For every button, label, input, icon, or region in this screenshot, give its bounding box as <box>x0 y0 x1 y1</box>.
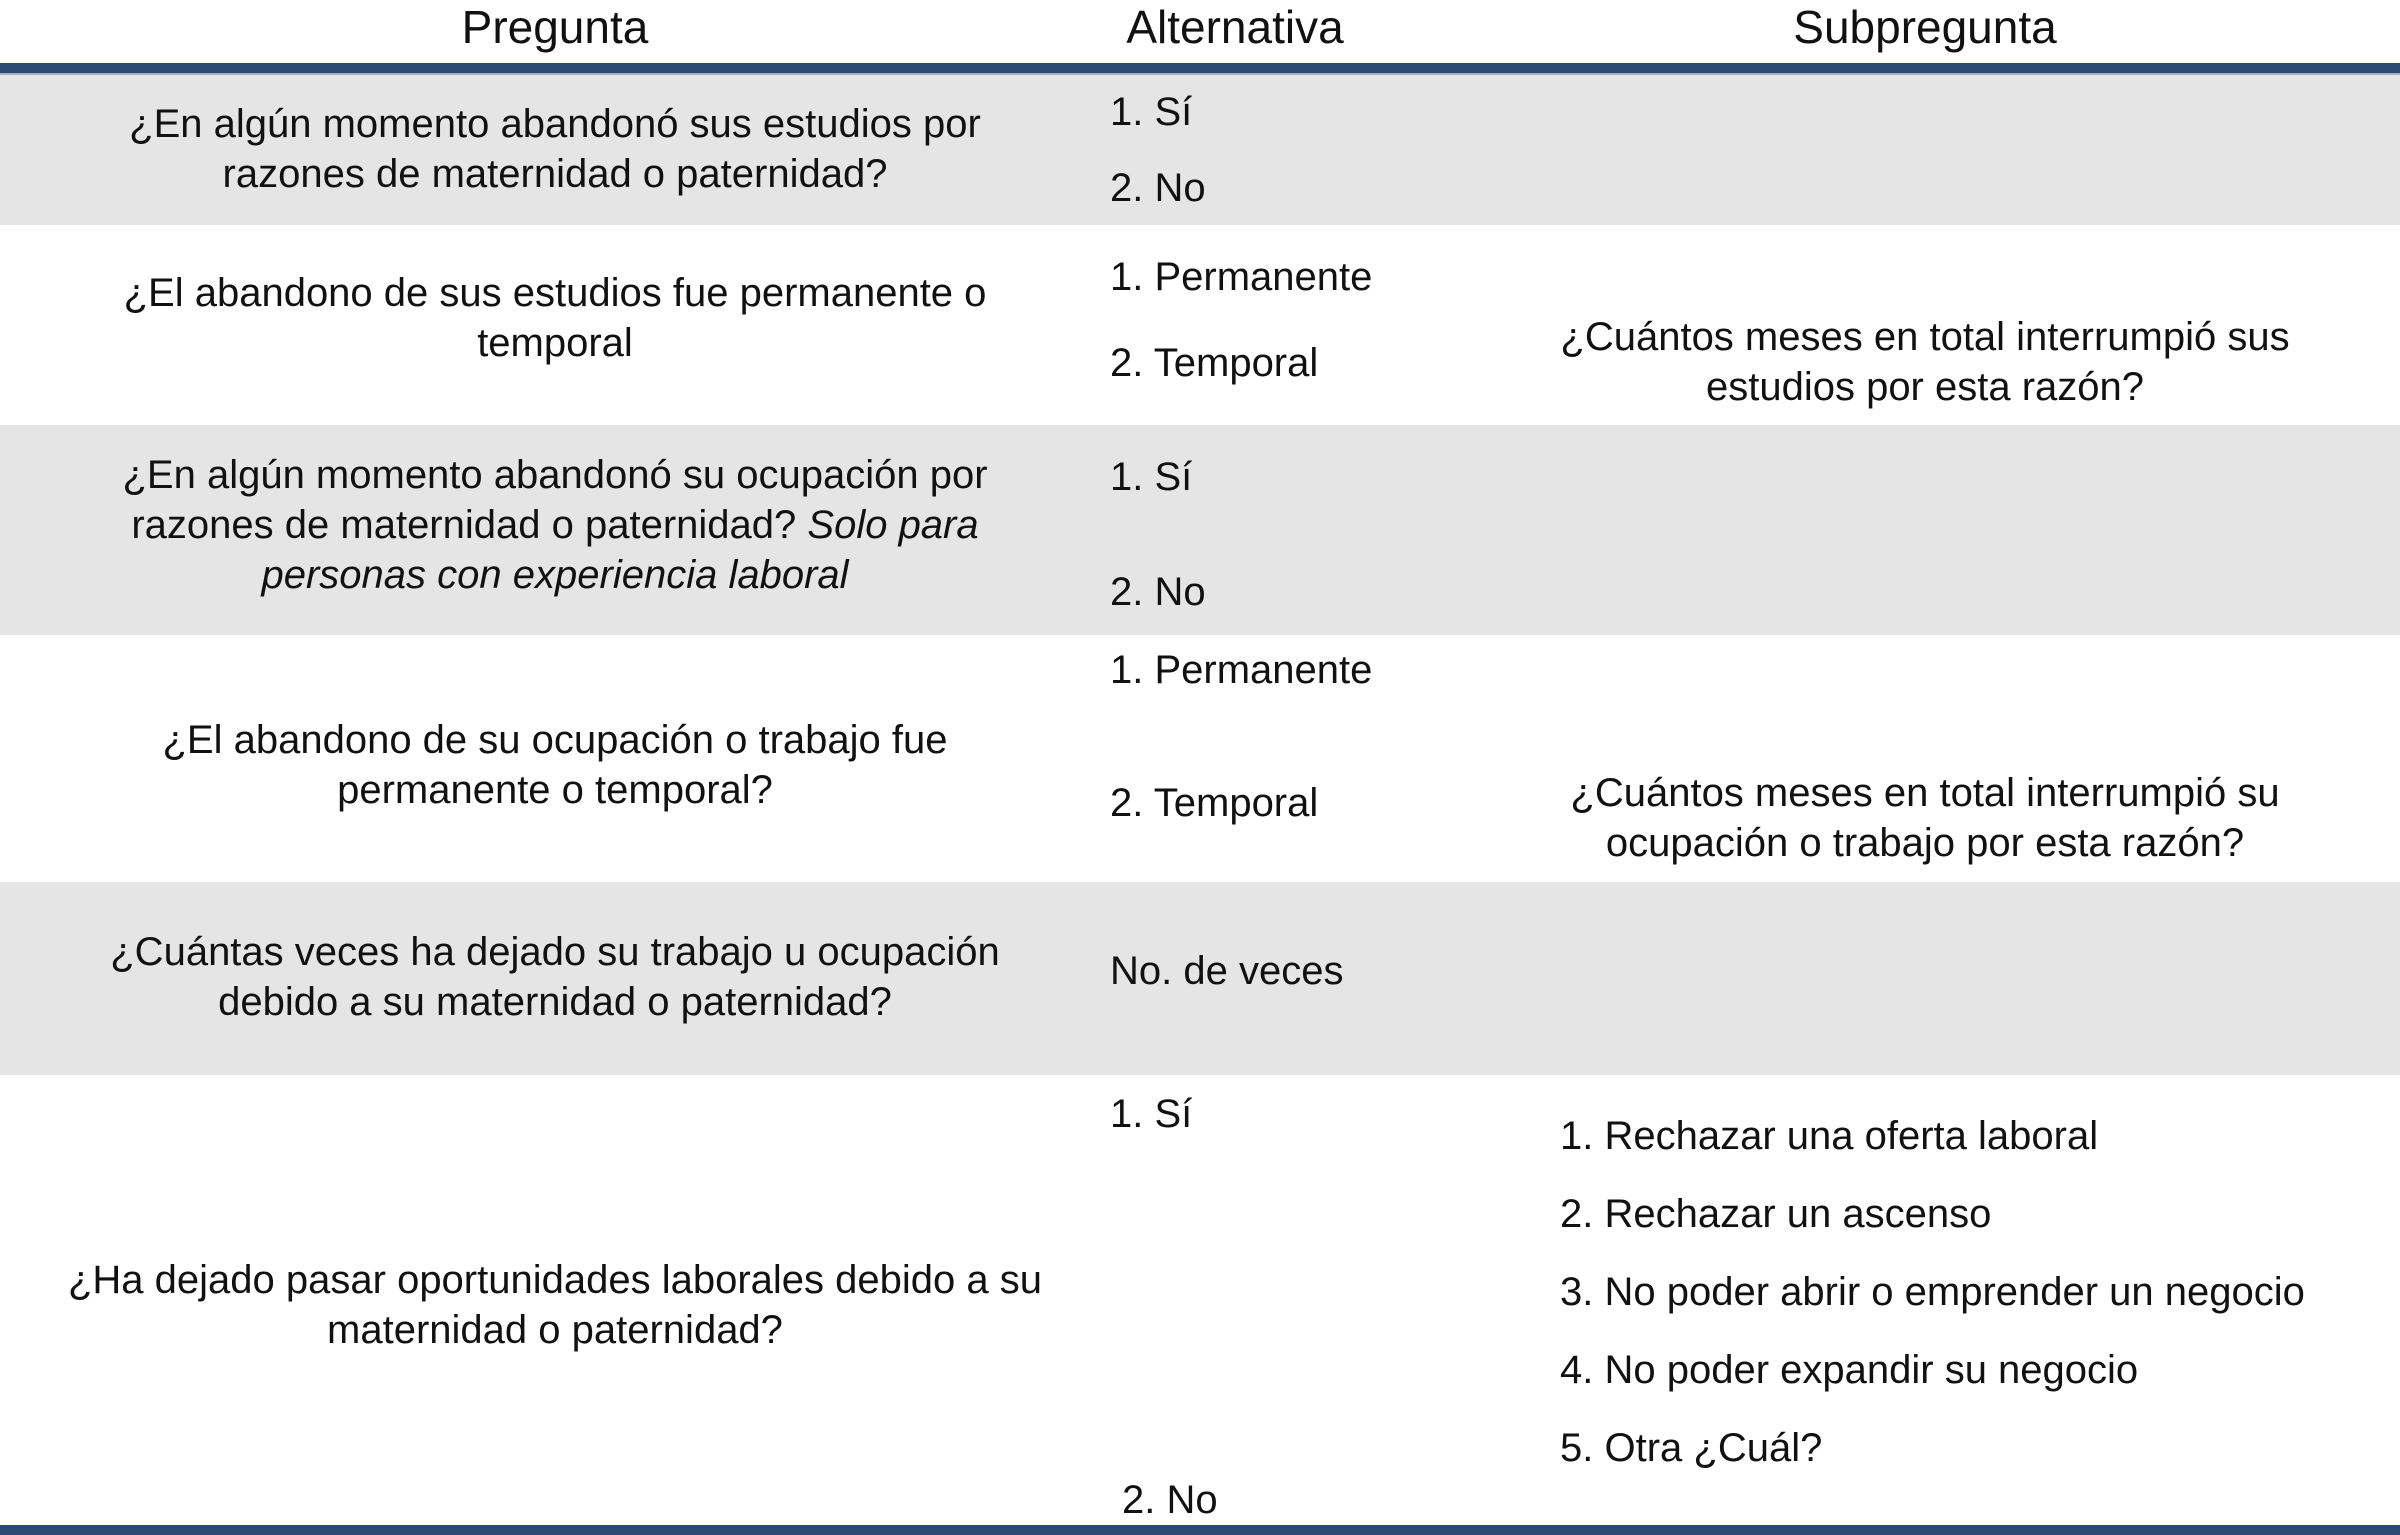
alternative-option: 2. Temporal <box>1110 781 1319 825</box>
alternative-option: 1. Permanente <box>1110 255 1373 299</box>
question-text: ¿Ha dejado pasar oportunidades laborales debido a su maternidad o paternidad? <box>67 1258 1042 1352</box>
question-text: ¿El abandono de sus estudios fue permanente o temporal <box>123 271 987 365</box>
header-rule <box>0 63 2400 75</box>
alternative-option: No. de veces <box>1110 949 1344 993</box>
suboption-item: 4. No poder expandir su negocio <box>1560 1348 2139 1392</box>
table-header <box>0 0 2400 64</box>
suboption-item: 3. No poder abrir o emprender un negocio <box>1560 1270 2305 1314</box>
question-note: Solo para personas con experiencia laboral <box>261 503 979 597</box>
alternative-option: 1. Permanente <box>1110 648 1373 692</box>
suboption-item: 1. Rechazar una oferta laboral <box>1560 1114 2099 1158</box>
question-text: ¿Cuántas veces ha dejado su trabajo u ocupación debido a su maternidad o paternidad? <box>110 930 1000 1024</box>
table-row <box>0 882 2400 1075</box>
footer-rule <box>0 1525 2400 1535</box>
alternative-option: 1. Sí <box>1110 1092 1193 1136</box>
table-row <box>0 75 2400 225</box>
question-text: ¿En algún momento abandonó su ocupación por razones de maternidad o paternidad? Solo para personas con experiencia laboral <box>122 453 988 597</box>
alternative-option: 2. No <box>1122 1478 1218 1522</box>
table-row <box>0 225 2400 425</box>
header-alternativa: Alternativa <box>1126 1 1344 53</box>
alternative-option: 2. Temporal <box>1110 341 1319 385</box>
question-text: ¿En algún momento abandonó sus estudios por razones de maternidad o paternidad? <box>129 102 981 196</box>
alternative-option: 1. Sí <box>1110 90 1193 134</box>
header-pregunta: Pregunta <box>461 1 649 53</box>
suboption-item: 2. Rechazar un ascenso <box>1560 1192 1992 1236</box>
alternative-option: 2. No <box>1110 166 1206 210</box>
question-text: ¿El abandono de su ocupación o trabajo fue permanente o temporal? <box>162 718 948 812</box>
table-row <box>0 635 2400 882</box>
table-row <box>0 425 2400 635</box>
subquestion-text: ¿Cuántos meses en total interrumpió su ocupación o trabajo por esta razón? <box>1570 771 2280 865</box>
alternative-option: 2. No <box>1110 570 1206 614</box>
suboption-item: 5. Otra ¿Cuál? <box>1560 1426 1823 1470</box>
subquestion-text: ¿Cuántos meses en total interrumpió sus estudios por esta razón? <box>1560 315 2290 409</box>
table-row <box>0 1075 2400 1525</box>
alternative-option: 1. Sí <box>1110 455 1193 499</box>
header-subpregunta: Subpregunta <box>1793 1 2057 53</box>
